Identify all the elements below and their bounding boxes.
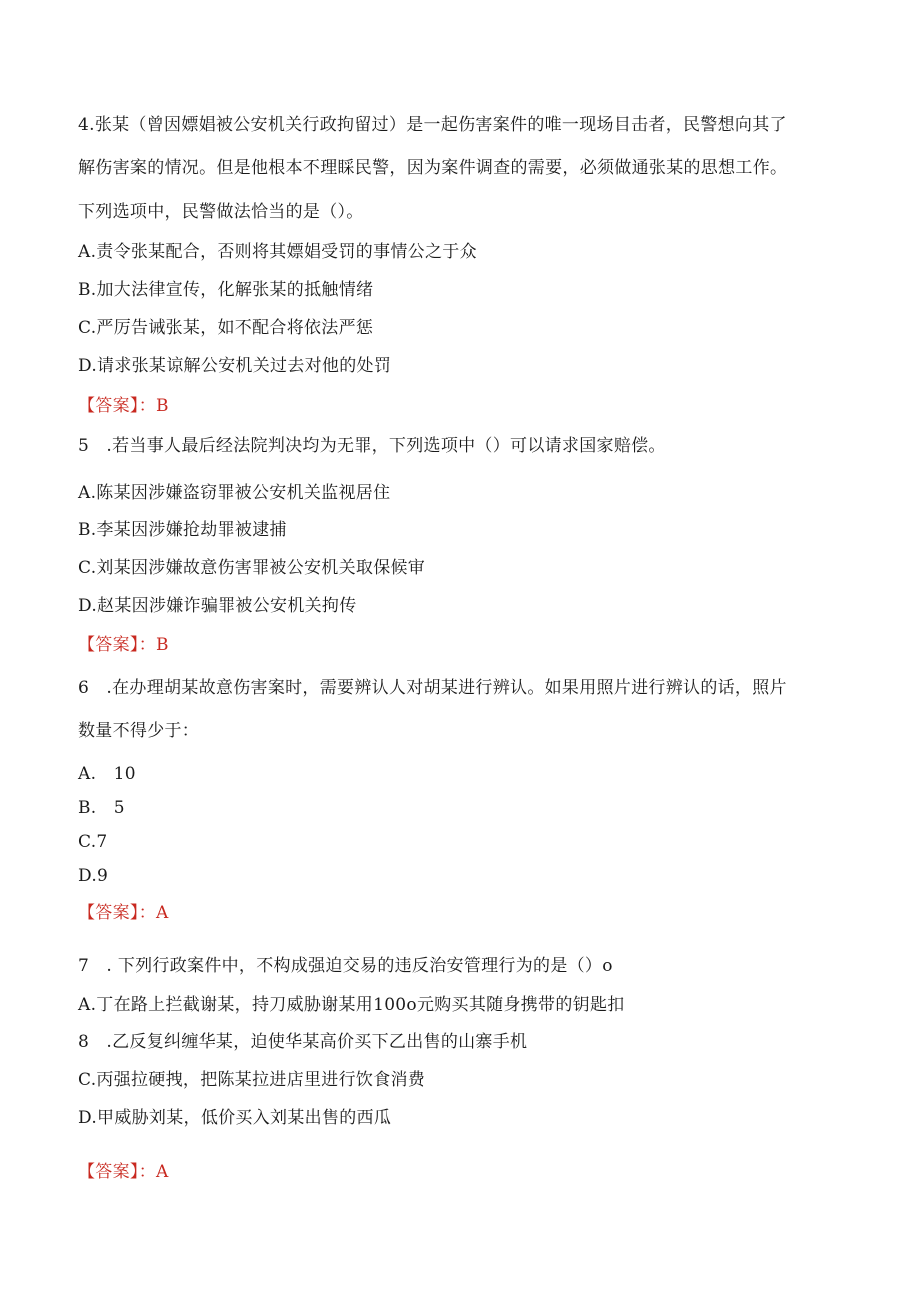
q4-stem-line-1: 4.张某（曾因嫖娼被公安机关行政拘留过）是一起伤害案件的唯一现场目击者，民警想向其了 [78,115,787,135]
q7-option-d: D.甲威胁刘某，低价买入刘某出售的西瓜 [78,1108,392,1128]
q4-stem-line-3: 下列选项中，民警做法恰当的是（）。 [78,202,364,222]
q5-stem-line-1: 5 .若当事人最后经法院判决均为无罪，下列选项中（）可以请求国家赔偿。 [78,436,666,456]
q4-option-a: A.责令张某配合，否则将其嫖娼受罚的事情公之于众 [78,242,477,262]
q6-stem-line-2: 数量不得少于： [78,721,200,741]
q7-stem-line-1: 7 . 下列行政案件中，不构成强迫交易的违反治安管理行为的是（）o [78,956,613,976]
q7-option-c: C.丙强拉硬拽，把陈某拉进店里进行饮食消费 [78,1070,426,1090]
answer-label: 【答案】： [78,1162,156,1182]
answer-label: 【答案】： [78,396,156,416]
q6-stem-line-1: 6 .在办理胡某故意伤害案时，需要辨认人对胡某进行辨认。如果用照片进行辨认的话，照片 [78,678,787,698]
q4-option-d: D.请求张某谅解公安机关过去对他的处罚 [78,356,392,376]
q7-answer [78,1160,169,1184]
q5-option-c: C.刘某因涉嫌故意伤害罪被公安机关取保候审 [78,558,426,578]
answer-label: 【答案】： [78,635,156,655]
q5-option-d: D.赵某因涉嫌诈骗罪被公安机关拘传 [78,596,357,616]
q6-answer [78,901,169,925]
q6-option-c: C.7 [78,832,108,852]
q7-option-a: A.丁在路上拦截谢某，持刀威胁谢某用100o元购买其随身携带的钥匙扣 [78,995,625,1015]
answer-value: A [156,903,169,923]
q5-answer [78,633,169,657]
q4-option-c: C.严厉告诫张某，如不配合将依法严惩 [78,318,374,338]
q5-option-a: A.陈某因涉嫌盗窃罪被公安机关监视居住 [78,483,391,503]
q7-option-b: 8 .乙反复纠缠华某，迫使华某高价买下乙出售的山寨手机 [78,1032,528,1052]
q6-option-a: A. 10 [78,764,136,784]
q6-option-b: B. 5 [78,798,125,818]
answer-value: B [156,635,169,655]
q5-option-b: B.李某因涉嫌抢劫罪被逮捕 [78,520,287,540]
q4-stem-line-2: 解伤害案的情况。但是他根本不理睬民警，因为案件调查的需要，必须做通张某的思想工作。 [78,158,788,178]
answer-value: A [156,1162,169,1182]
q4-option-b: B.加大法律宣传，化解张某的抵触情绪 [78,280,374,300]
answer-value: B [156,396,169,416]
q6-option-d: D.9 [78,866,109,886]
q4-answer [78,394,169,418]
answer-label: 【答案】： [78,903,156,923]
